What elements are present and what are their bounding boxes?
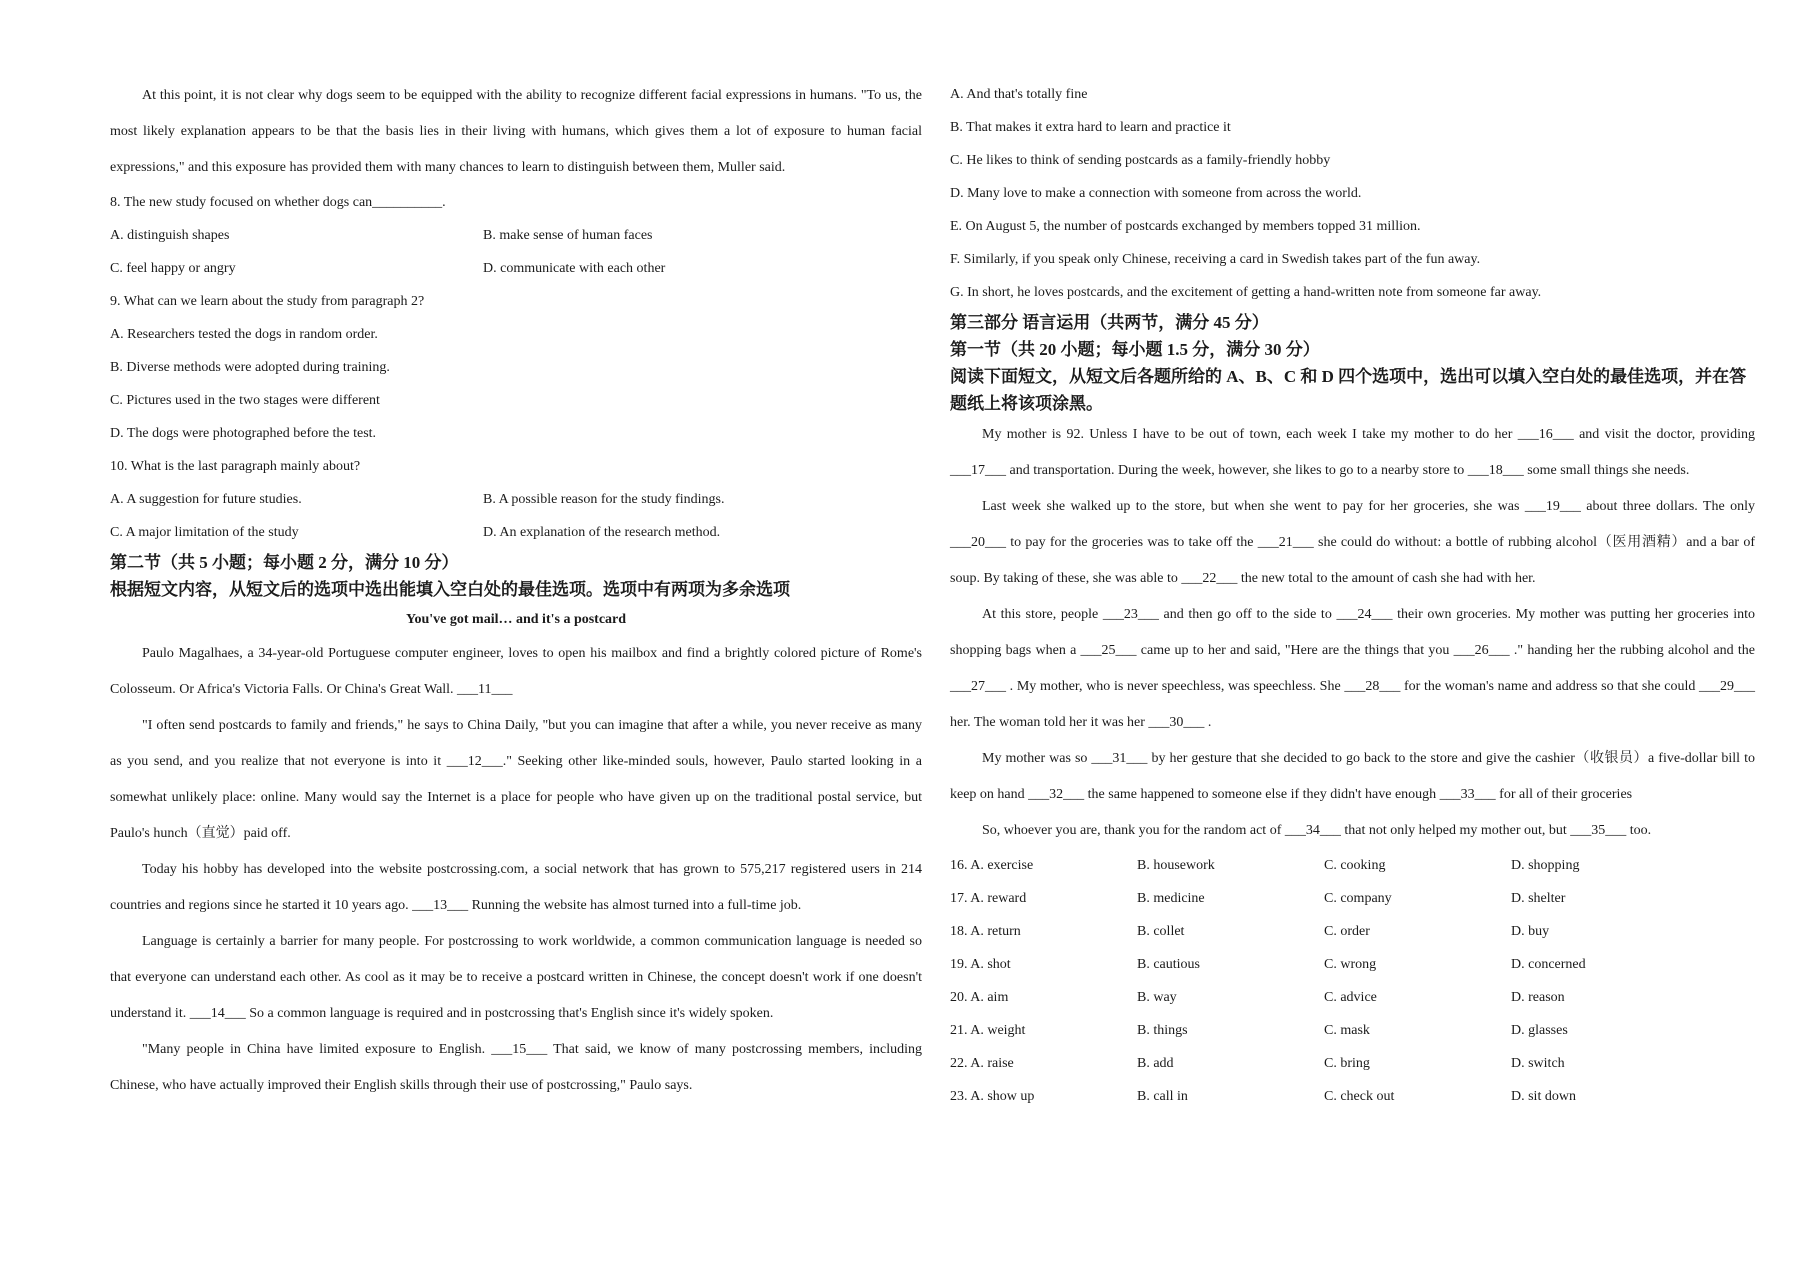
section-1-heading: 第一节（共 20 小题；每小题 1.5 分，满分 30 分）: [950, 340, 1320, 359]
option-a: A. A suggestion for future studies.: [110, 492, 302, 507]
seven-choice-option-a: A. And that's totally fine: [950, 87, 1088, 102]
left-column: [110, 78, 922, 1104]
option-b: B. add: [1137, 1056, 1174, 1071]
option-c: C. cooking: [1324, 858, 1386, 873]
option-d: D. buy: [1511, 924, 1550, 939]
option-c: C. check out: [1324, 1089, 1395, 1104]
option-a: 19. A. shot: [950, 957, 1011, 972]
option-c: C. order: [1324, 924, 1370, 939]
option-b: B. A possible reason for the study findings.: [483, 492, 725, 507]
seven-choice-option-b: B. That makes it extra hard to learn and practice it: [950, 120, 1231, 135]
option-a: 22. A. raise: [950, 1056, 1014, 1071]
option-d: D. shopping: [1511, 858, 1580, 873]
question-10-options: [110, 483, 922, 549]
question-23-options: [950, 1080, 1755, 1113]
option-b: B. cautious: [1137, 957, 1200, 972]
passage-paragraph: Paulo Magalhaes, a 34-year-old Portuguese computer engineer, loves to open his mailbox and find a brightly colored picture of Rome's Colosseum. Or Africa's Victoria Falls. Or China's Great Wall. ___11___: [110, 646, 922, 697]
option-d: D. The dogs were photographed before the test.: [110, 426, 377, 441]
question-16-options: [950, 849, 1755, 882]
option-d: D. concerned: [1511, 957, 1586, 972]
passage-paragraph: "I often send postcards to family and friends," he says to China Daily, "but you can imagine that after a while, you never receive as many as you send, and you realize that not everyone is into it ___12___." Seeking other like-minded souls, however, Paulo started looking in a somewhat unlikely place: online. Many would say the Internet is a place for people who have given up on the traditional postal service, but Paulo's hunch（直觉）paid off.: [110, 718, 922, 841]
cloze-paragraph: Last week she walked up to the store, but when she went to pay for her groceries, she was ___19___ about three dollars. The only ___20___ to pay for the groceries was to take off the ___21___ she could do without: a bottle of rubbing alcohol（医用酒精）and a bar of soup. By taking of these, she was able to ___22___ the new total to the amount of cash she had with her.: [950, 499, 1755, 586]
option-c: C. feel happy or angry: [110, 261, 236, 276]
cloze-paragraph: My mother was so ___31___ by her gesture that she decided to go back to the store and give the cashier（收银员）a five-dollar bill to keep on hand ___32___ the same happened to someone else if they didn't have enough ___33___ for all of their groceries: [950, 751, 1755, 802]
passage-paragraph: "Many people in China have limited exposure to English. ___15___ That said, we know of many postcrossing members, including Chinese, who have actually improved their English skills through their use of postcrossing," Paulo says.: [110, 1042, 922, 1093]
option-c: C. A major limitation of the study: [110, 525, 299, 540]
option-d: D. An explanation of the research method.: [483, 525, 721, 540]
option-c: C. Pictures used in the two stages were different: [110, 393, 380, 408]
passage-title: You've got mail… and it's a postcard: [405, 612, 627, 627]
question-8-options: [110, 219, 922, 285]
question-18-options: [950, 915, 1755, 948]
question-20-options: [950, 981, 1755, 1014]
section-2-instruction: 根据短文内容，从短文后的选项中选出能填入空白处的最佳选项。选项中有两项为多余选项: [110, 580, 790, 599]
option-b: B. medicine: [1137, 891, 1205, 906]
option-c: C. advice: [1324, 990, 1377, 1005]
option-b: B. things: [1137, 1023, 1188, 1038]
option-a: 16. A. exercise: [950, 858, 1034, 873]
option-a: 21. A. weight: [950, 1023, 1026, 1038]
cloze-paragraph: So, whoever you are, thank you for the random act of ___34___ that not only helped my mother out, but ___35___ too.: [982, 823, 1652, 838]
option-b: B. call in: [1137, 1089, 1188, 1104]
question-10-stem: 10. What is the last paragraph mainly about?: [110, 459, 361, 474]
option-c: C. company: [1324, 891, 1392, 906]
option-b: B. Diverse methods were adopted during training.: [110, 360, 390, 375]
cloze-paragraph: My mother is 92. Unless I have to be out of town, each week I take my mother to do her ___16___ and visit the doctor, providing ___17___ and transportation. During the week, however, she likes to go to a nearby store to ___18___ some small things she needs.: [950, 427, 1755, 478]
option-b: B. housework: [1137, 858, 1215, 873]
option-d: D. sit down: [1511, 1089, 1576, 1104]
question-19-options: [950, 948, 1755, 981]
seven-choice-option-d: D. Many love to make a connection with someone from across the world.: [950, 186, 1362, 201]
option-c: C. mask: [1324, 1023, 1370, 1038]
section-1-instruction: 阅读下面短文，从短文后各题所给的 A、B、C 和 D 四个选项中，选出可以填入空白处的最佳选项，并在答题纸上将该项涂黑。: [950, 367, 1747, 413]
option-d: D. communicate with each other: [483, 261, 666, 276]
option-a: 18. A. return: [950, 924, 1021, 939]
passage-paragraph: Today his hobby has developed into the website postcrossing.com, a social network that has grown to 575,217 registered users in 214 countries and regions since he started it 10 years ago. ___13___ Running the website has almost turned into a full-time job.: [110, 862, 922, 913]
option-a: 17. A. reward: [950, 891, 1027, 906]
option-b: B. way: [1137, 990, 1177, 1005]
part-3-heading: 第三部分 语言运用（共两节，满分 45 分）: [950, 313, 1269, 332]
seven-choice-option-g: G. In short, he loves postcards, and the excitement of getting a hand-written note from someone far away.: [950, 285, 1542, 300]
option-a: 23. A. show up: [950, 1089, 1035, 1104]
option-d: D. shelter: [1511, 891, 1566, 906]
reading-paragraph: At this point, it is not clear why dogs seem to be equipped with the ability to recognize different facial expressions in humans. "To us, the most likely explanation appears to be that the basis lies in their living with humans, which gives them a lot of exposure to human facial expressions," and this exposure has provided them with many chances to learn to distinguish between them, Muller said.: [110, 88, 922, 175]
option-b: B. collet: [1137, 924, 1185, 939]
passage-paragraph: Language is certainly a barrier for many people. For postcrossing to work worldwide, a common communication language is needed so that everyone can understand each other. As cool as it may be to receive a postcard written in Chinese, the concept doesn't work if one doesn't understand it. ___14___ So a common language is required and in postcrossing that's English since it's widely spoken.: [110, 934, 922, 1021]
question-9-stem: 9. What can we learn about the study from paragraph 2?: [110, 294, 425, 309]
question-22-options: [950, 1047, 1755, 1080]
option-a: A. distinguish shapes: [110, 228, 230, 243]
cloze-paragraph: At this store, people ___23___ and then go off to the side to ___24___ their own groceries. My mother was putting her groceries into shopping bags when a ___25___ came up to her and said, "Here are the things that you ___26___ ." handing her the rubbing alcohol and the ___27___ . My mother, who is never speechless, was speechless. She ___28___ for the woman's name and address so that she could ___29___ her. The woman told her it was her ___30___ .: [950, 607, 1755, 730]
seven-choice-option-e: E. On August 5, the number of postcards exchanged by members topped 31 million.: [950, 219, 1421, 234]
option-d: D. switch: [1511, 1056, 1565, 1071]
seven-choice-option-c: C. He likes to think of sending postcards as a family-friendly hobby: [950, 153, 1331, 168]
option-d: D. reason: [1511, 990, 1565, 1005]
option-b: B. make sense of human faces: [483, 228, 653, 243]
question-8-stem: 8. The new study focused on whether dogs can__________.: [110, 195, 446, 210]
right-column: [950, 78, 1755, 1113]
section-2-heading: 第二节（共 5 小题；每小题 2 分，满分 10 分）: [110, 553, 459, 572]
option-a: A. Researchers tested the dogs in random order.: [110, 327, 378, 342]
question-21-options: [950, 1014, 1755, 1047]
option-a: 20. A. aim: [950, 990, 1009, 1005]
seven-choice-option-f: F. Similarly, if you speak only Chinese, receiving a card in Swedish takes part of the fun away.: [950, 252, 1481, 267]
option-c: C. wrong: [1324, 957, 1377, 972]
question-17-options: [950, 882, 1755, 915]
option-d: D. glasses: [1511, 1023, 1568, 1038]
option-c: C. bring: [1324, 1056, 1370, 1071]
